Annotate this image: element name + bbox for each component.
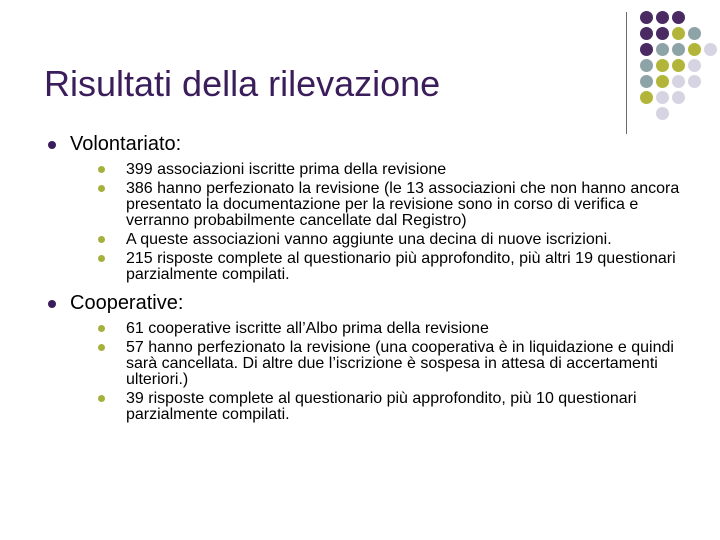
list-item-text: 386 hanno perfezionato la revisione (le 13 associazioni che non hanno ancora presentato la documentazione per la revisione sono in corso di verifica e verranno probabilmente cancellate dal Registro) [126, 180, 680, 229]
bullet-icon [98, 325, 105, 332]
decor-dot [656, 27, 669, 40]
slide-title: Risultati della rilevazione [44, 63, 441, 104]
decor-dot [688, 75, 701, 88]
decor-dot [640, 75, 653, 88]
slide-body [48, 132, 698, 423]
decor-dot [640, 59, 653, 72]
section-heading-text: Cooperative: [70, 292, 184, 314]
bullet-icon [48, 300, 56, 308]
decor-dot [672, 43, 685, 56]
decor-dot [656, 11, 669, 24]
decor-dot [672, 75, 685, 88]
bullet-icon [98, 236, 105, 243]
list-item [98, 321, 698, 337]
decor-dot [656, 43, 669, 56]
decor-dot [640, 27, 653, 40]
decorative-dot-grid [640, 11, 720, 119]
decor-dot [640, 91, 653, 104]
bullet-list [98, 162, 698, 283]
list-item-text: 61 cooperative iscritte all’Albo prima della revisione [126, 320, 489, 337]
decor-dot [672, 27, 685, 40]
list-item-text: A queste associazioni vanno aggiunte una decina di nuove iscrizioni. [126, 231, 612, 248]
bullet-icon [98, 344, 105, 351]
decor-dot [688, 27, 701, 40]
decor-dot [656, 59, 669, 72]
list-item [98, 340, 698, 388]
decor-dot [640, 11, 653, 24]
decor-dot [640, 43, 653, 56]
bullet-icon [98, 255, 105, 262]
bullet-icon [48, 141, 56, 149]
title-divider-line [626, 12, 627, 134]
decor-dot [704, 43, 717, 56]
list-item [98, 391, 698, 423]
section-heading-text: Volontariato: [70, 133, 182, 155]
decor-dot [656, 91, 669, 104]
decor-dot [688, 59, 701, 72]
list-item-text: 399 associazioni iscritte prima della revisione [126, 161, 447, 178]
decor-dot [656, 107, 669, 120]
list-item-text: 215 risposte complete al questionario più approfondito, più altri 19 questionari parzialmente compilati. [126, 250, 676, 283]
section-volontariato [48, 132, 698, 283]
list-item-text: 57 hanno perfezionato la revisione (una cooperativa è in liquidazione e quindi sarà cancellata. Di altre due l’iscrizione è sospesa in attesa di accertamenti ulteriori.) [126, 339, 674, 388]
bullet-icon [98, 166, 105, 173]
decor-dot [656, 75, 669, 88]
list-item [98, 162, 698, 178]
list-item [98, 181, 698, 229]
decor-dot [672, 91, 685, 104]
decor-dot [672, 11, 685, 24]
list-item-text: 39 risposte complete al questionario più approfondito, più 10 questionari parzialmente compilati. [126, 390, 637, 423]
bullet-icon [98, 395, 105, 402]
list-item [98, 251, 698, 283]
bullet-icon [98, 185, 105, 192]
decor-dot [672, 59, 685, 72]
section-heading [48, 132, 698, 156]
list-item [98, 232, 698, 248]
bullet-list [98, 321, 698, 423]
section-heading [48, 291, 698, 315]
section-cooperative [48, 291, 698, 423]
decor-dot [688, 43, 701, 56]
